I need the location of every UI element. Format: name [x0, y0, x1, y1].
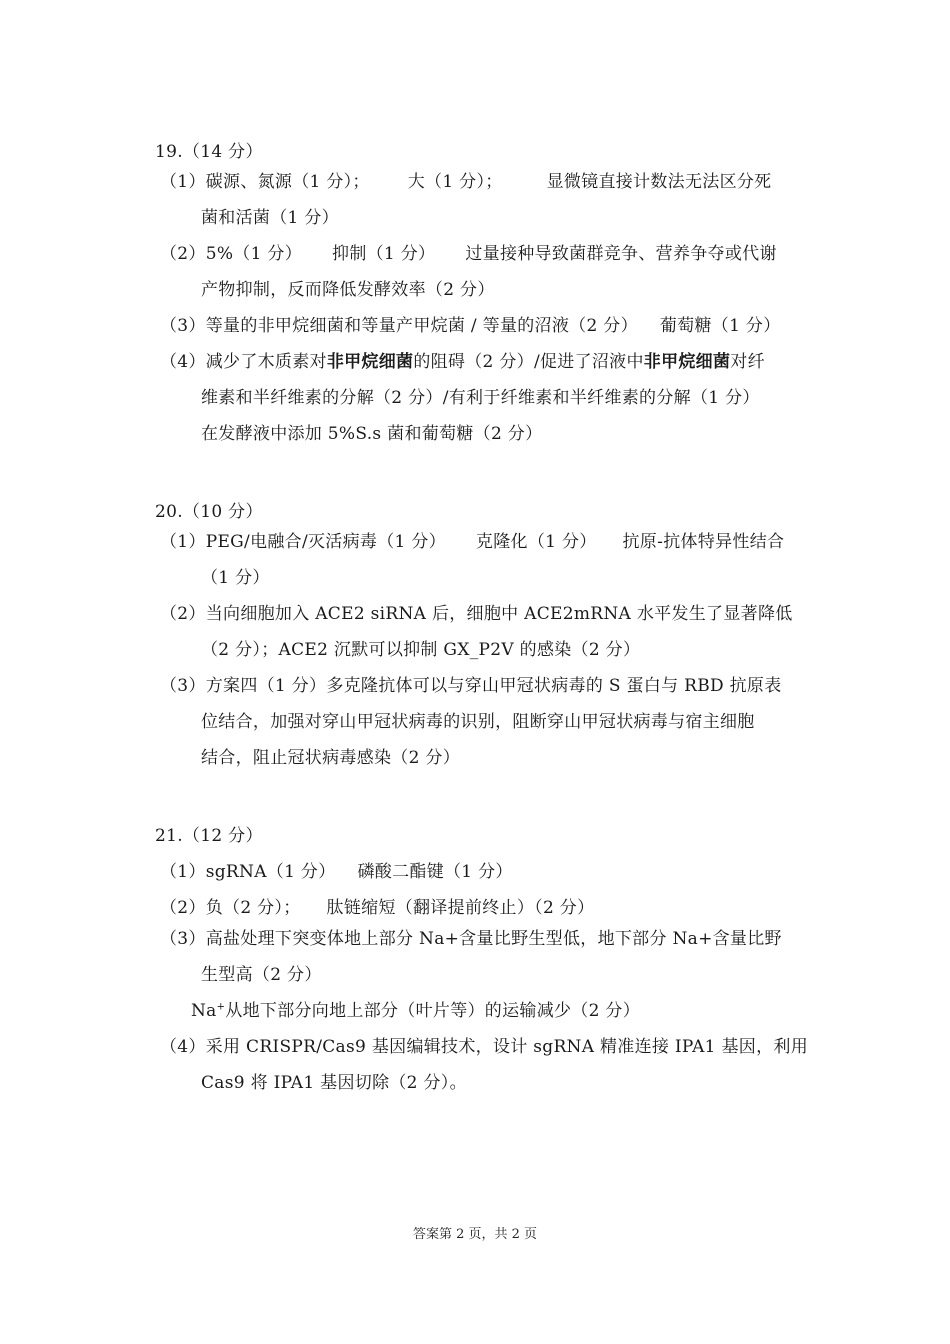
q21-part2-b: 肽链缩短（翻译提前终止）（2 分） — [326, 898, 595, 918]
q19-part4-post: 对纤 — [730, 352, 765, 372]
q19-part1-cont: 菌和活菌（1 分） — [201, 208, 339, 228]
q19-part3 — [160, 314, 781, 338]
q20-part3-cont1: 位结合，加强对穿山甲冠状病毒的识别，阻断穿山甲冠状病毒与宿主细胞 — [201, 712, 755, 732]
q21-part2 — [160, 896, 594, 920]
q20-part1-cont: （1 分） — [201, 568, 270, 588]
q20-part3-cont2: 结合，阻止冠状病毒感染（2 分） — [201, 748, 461, 768]
q19-part4-bold1: 非甲烷细菌 — [326, 352, 414, 372]
q19-part2-cont: 产物抑制，反而降低发酵效率（2 分） — [201, 280, 495, 300]
q19-part4-mid: 的阻碍（2 分）/促进了沼液中 — [413, 352, 644, 372]
q19-part2-b: 抑制（1 分） — [332, 244, 436, 264]
q19-part1-b: 大（1 分）； — [407, 172, 503, 192]
q19-part4-bold2: 非甲烷细菌 — [643, 352, 731, 372]
q19-part4-cont2: 在发酵液中添加 5%S.s 菌和葡萄糖（2 分） — [201, 424, 543, 444]
q19-part1 — [160, 170, 771, 194]
q19-part2-c: 过量接种导致菌群竞争、营养争夺或代谢 — [465, 244, 777, 264]
q20-part1-c: 抗原-抗体特异性结合 — [622, 532, 785, 552]
q20-part3: （3）方案四（1 分）多克隆抗体可以与穿山甲冠状病毒的 S 蛋白与 RBD 抗原表 — [160, 676, 782, 696]
q21-part3-sup: + — [216, 1001, 226, 1013]
q19-part4 — [160, 350, 765, 374]
q21-part1-a: （1）sgRNA（1 分） — [160, 862, 336, 882]
q20-part2-cont: （2 分）；ACE2 沉默可以抑制 GX_P2V 的感染（2 分） — [201, 640, 641, 660]
q20-part1-b: 克隆化（1 分） — [475, 532, 597, 552]
q20-part1 — [160, 530, 784, 554]
q21-part3-cont: 生型高（2 分） — [201, 965, 322, 985]
q20-heading: 20.（10 分） — [155, 502, 263, 522]
q19-part1-a: （1）碳源、氮源（1 分）； — [160, 172, 370, 192]
q21-part3-b — [191, 999, 640, 1023]
q19-heading: 19.（14 分） — [155, 142, 263, 162]
q21-part3: （3）高盐处理下突变体地上部分 Na+含量比野生型低，地下部分 Na+含量比野 — [160, 929, 782, 949]
q21-heading: 21.（12 分） — [155, 826, 263, 846]
q21-part1-b: 磷酸二酯键（1 分） — [357, 862, 513, 882]
page-footer: 答案第 2 页，共 2 页 — [412, 1227, 538, 1242]
q19-part3-a: （3）等量的非甲烷细菌和等量产甲烷菌 / 等量的沼液（2 分） — [160, 316, 638, 336]
q21-part1 — [160, 860, 513, 884]
q19-part4-pre: （4）减少了木质素对 — [160, 352, 327, 372]
q19-part2 — [160, 242, 777, 266]
q21-part2-a: （2）负（2 分）； — [160, 898, 301, 918]
q19-part4-cont1: 维素和半纤维素的分解（2 分）/有利于纤维素和半纤维素的分解（1 分） — [201, 388, 760, 408]
q21-part3-b-text: 从地下部分向地上部分（叶片等）的运输减少（2 分） — [225, 1001, 641, 1021]
q19-part2-a: （2）5%（1 分） — [160, 244, 303, 264]
q19-part1-c: 显微镜直接计数法无法区分死 — [546, 172, 772, 192]
q21-part3-na: Na — [191, 1001, 217, 1021]
q21-part4-cont: Cas9 将 IPA1 基因切除（2 分）。 — [201, 1073, 467, 1093]
q19-part3-b: 葡萄糖（1 分） — [659, 316, 781, 336]
q21-part4: （4）采用 CRISPR/Cas9 基因编辑技术，设计 sgRNA 精准连接 IPA1 基因，利用 — [160, 1037, 808, 1057]
q20-part1-a: （1）PEG/电融合/灭活病毒（1 分） — [160, 532, 446, 552]
q20-part2: （2）当向细胞加入 ACE2 siRNA 后，细胞中 ACE2mRNA 水平发生了显著降低 — [160, 604, 793, 624]
